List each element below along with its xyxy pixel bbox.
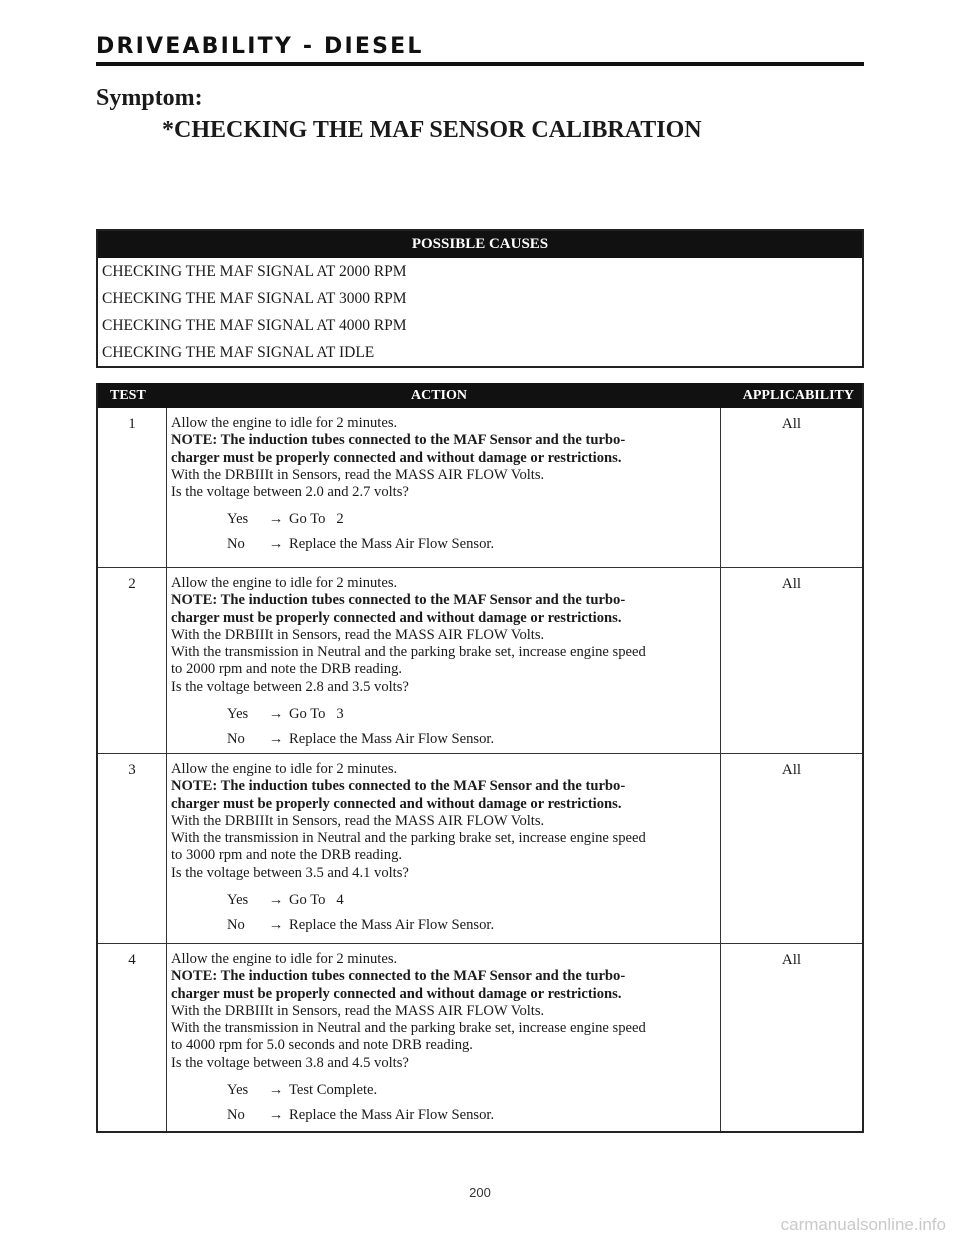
- action-cell: [167, 944, 721, 1131]
- action-line: Is the voltage between 2.8 and 3.5 volts?: [171, 678, 409, 695]
- action-line: With the transmission in Neutral and the parking brake set, increase engine speed: [171, 644, 646, 661]
- no-result: Replace the Mass Air Flow Sensor.: [289, 731, 495, 748]
- arrow-icon: →: [268, 1107, 284, 1124]
- action-cell: [167, 568, 721, 753]
- yes-result: Go To 2: [289, 511, 344, 528]
- applicability-cell: All: [781, 416, 802, 432]
- table-row: [98, 567, 862, 753]
- header-rule: [96, 62, 864, 66]
- note-line: NOTE: The induction tubes connected to the MAF Sensor and the turbo-: [171, 432, 626, 449]
- cause-item: CHECKING THE MAF SIGNAL AT 3000 RPM: [102, 290, 407, 307]
- arrow-icon: →: [268, 892, 284, 909]
- page-number: 200: [469, 1185, 491, 1200]
- arrow-icon: →: [268, 731, 284, 748]
- action-line: Is the voltage between 2.0 and 2.7 volts?: [171, 484, 409, 501]
- watermark: carmanualsonline.info: [780, 1215, 946, 1234]
- yes-label: Yes: [227, 892, 249, 909]
- note-line: charger must be properly connected and without damage or restrictions.: [171, 609, 622, 626]
- action-line: With the transmission in Neutral and the parking brake set, increase engine speed: [171, 830, 646, 847]
- column-header-applicability: APPLICABILITY: [742, 388, 854, 403]
- action-line: With the transmission in Neutral and the parking brake set, increase engine speed: [171, 1020, 646, 1037]
- arrow-icon: →: [268, 511, 284, 528]
- action-line: to 2000 rpm and note the DRB reading.: [171, 661, 403, 678]
- note-line: charger must be properly connected and without damage or restrictions.: [171, 985, 622, 1002]
- no-result: Replace the Mass Air Flow Sensor.: [289, 1107, 495, 1124]
- action-line: to 4000 rpm for 5.0 seconds and note DRB reading.: [171, 1037, 473, 1054]
- action-line: Allow the engine to idle for 2 minutes.: [171, 761, 398, 777]
- responses: [171, 510, 716, 554]
- no-response: [171, 916, 716, 935]
- applicability-cell: All: [781, 952, 802, 968]
- responses: [171, 705, 716, 749]
- arrow-icon: →: [268, 1082, 284, 1099]
- note-line: NOTE: The induction tubes connected to the MAF Sensor and the turbo-: [171, 592, 626, 609]
- no-result: Replace the Mass Air Flow Sensor.: [289, 917, 495, 934]
- no-label: No: [227, 917, 245, 934]
- action-line: Allow the engine to idle for 2 minutes.: [171, 575, 398, 591]
- note-line: NOTE: The induction tubes connected to the MAF Sensor and the turbo-: [171, 968, 626, 985]
- note-line: charger must be properly connected and without damage or restrictions.: [171, 449, 622, 466]
- column-header-test: TEST: [110, 388, 146, 403]
- no-response: [171, 535, 716, 554]
- applicability-cell: All: [781, 762, 802, 778]
- responses: [171, 1081, 716, 1125]
- no-response: [171, 1106, 716, 1125]
- no-response: [171, 730, 716, 749]
- cause-item: CHECKING THE MAF SIGNAL AT 2000 RPM: [102, 263, 407, 280]
- yes-response: [171, 891, 716, 910]
- yes-label: Yes: [227, 511, 249, 528]
- action-line: Allow the engine to idle for 2 minutes.: [171, 415, 398, 431]
- test-number: 2: [98, 568, 167, 753]
- responses: [171, 891, 716, 935]
- no-label: No: [227, 536, 245, 553]
- arrow-icon: →: [268, 706, 284, 723]
- table-row: [98, 408, 862, 567]
- test-number: 3: [98, 754, 167, 943]
- yes-result: Go To 4: [289, 892, 344, 909]
- test-number: 4: [98, 944, 167, 1131]
- symptom-title: *CHECKING THE MAF SENSOR CALIBRATION: [162, 117, 702, 143]
- action-line: Is the voltage between 3.5 and 4.1 volts?: [171, 864, 409, 881]
- applicability-cell: All: [781, 576, 802, 592]
- test-rows: [98, 408, 862, 1131]
- arrow-icon: →: [268, 536, 284, 553]
- test-number: 1: [98, 408, 167, 567]
- test-action-table: [96, 383, 864, 1133]
- yes-response: [171, 1081, 716, 1100]
- section-title: DRIVEABILITY - DIESEL: [96, 34, 424, 59]
- no-label: No: [227, 1107, 245, 1124]
- table-header: [98, 383, 862, 408]
- note-line: charger must be properly connected and without damage or restrictions.: [171, 795, 622, 812]
- possible-causes-table: [96, 229, 864, 368]
- action-cell: [167, 408, 721, 567]
- action-line: With the DRBIIIt in Sensors, read the MASS AIR FLOW Volts.: [171, 466, 545, 483]
- yes-response: [171, 510, 716, 529]
- table-row: [98, 943, 862, 1131]
- action-line: With the DRBIIIt in Sensors, read the MASS AIR FLOW Volts.: [171, 1002, 545, 1019]
- note-line: NOTE: The induction tubes connected to the MAF Sensor and the turbo-: [171, 778, 626, 795]
- symptom-label: Symptom:: [96, 85, 203, 111]
- action-line: Is the voltage between 3.8 and 4.5 volts?: [171, 1054, 409, 1071]
- arrow-icon: →: [268, 917, 284, 934]
- action-line: With the DRBIIIt in Sensors, read the MASS AIR FLOW Volts.: [171, 626, 545, 643]
- yes-result: Go To 3: [289, 706, 344, 723]
- action-line: With the DRBIIIt in Sensors, read the MASS AIR FLOW Volts.: [171, 812, 545, 829]
- action-line: Allow the engine to idle for 2 minutes.: [171, 951, 398, 967]
- cause-item: CHECKING THE MAF SIGNAL AT 4000 RPM: [102, 317, 407, 334]
- no-result: Replace the Mass Air Flow Sensor.: [289, 536, 495, 553]
- no-label: No: [227, 731, 245, 748]
- possible-causes-heading: POSSIBLE CAUSES: [98, 231, 862, 258]
- yes-label: Yes: [227, 1082, 249, 1099]
- table-row: [98, 753, 862, 943]
- action-line: to 3000 rpm and note the DRB reading.: [171, 847, 403, 864]
- yes-label: Yes: [227, 706, 249, 723]
- yes-response: [171, 705, 716, 724]
- cause-item: CHECKING THE MAF SIGNAL AT IDLE: [102, 344, 375, 361]
- action-cell: [167, 754, 721, 943]
- column-header-action: ACTION: [411, 388, 468, 403]
- yes-result: Test Complete.: [289, 1082, 378, 1099]
